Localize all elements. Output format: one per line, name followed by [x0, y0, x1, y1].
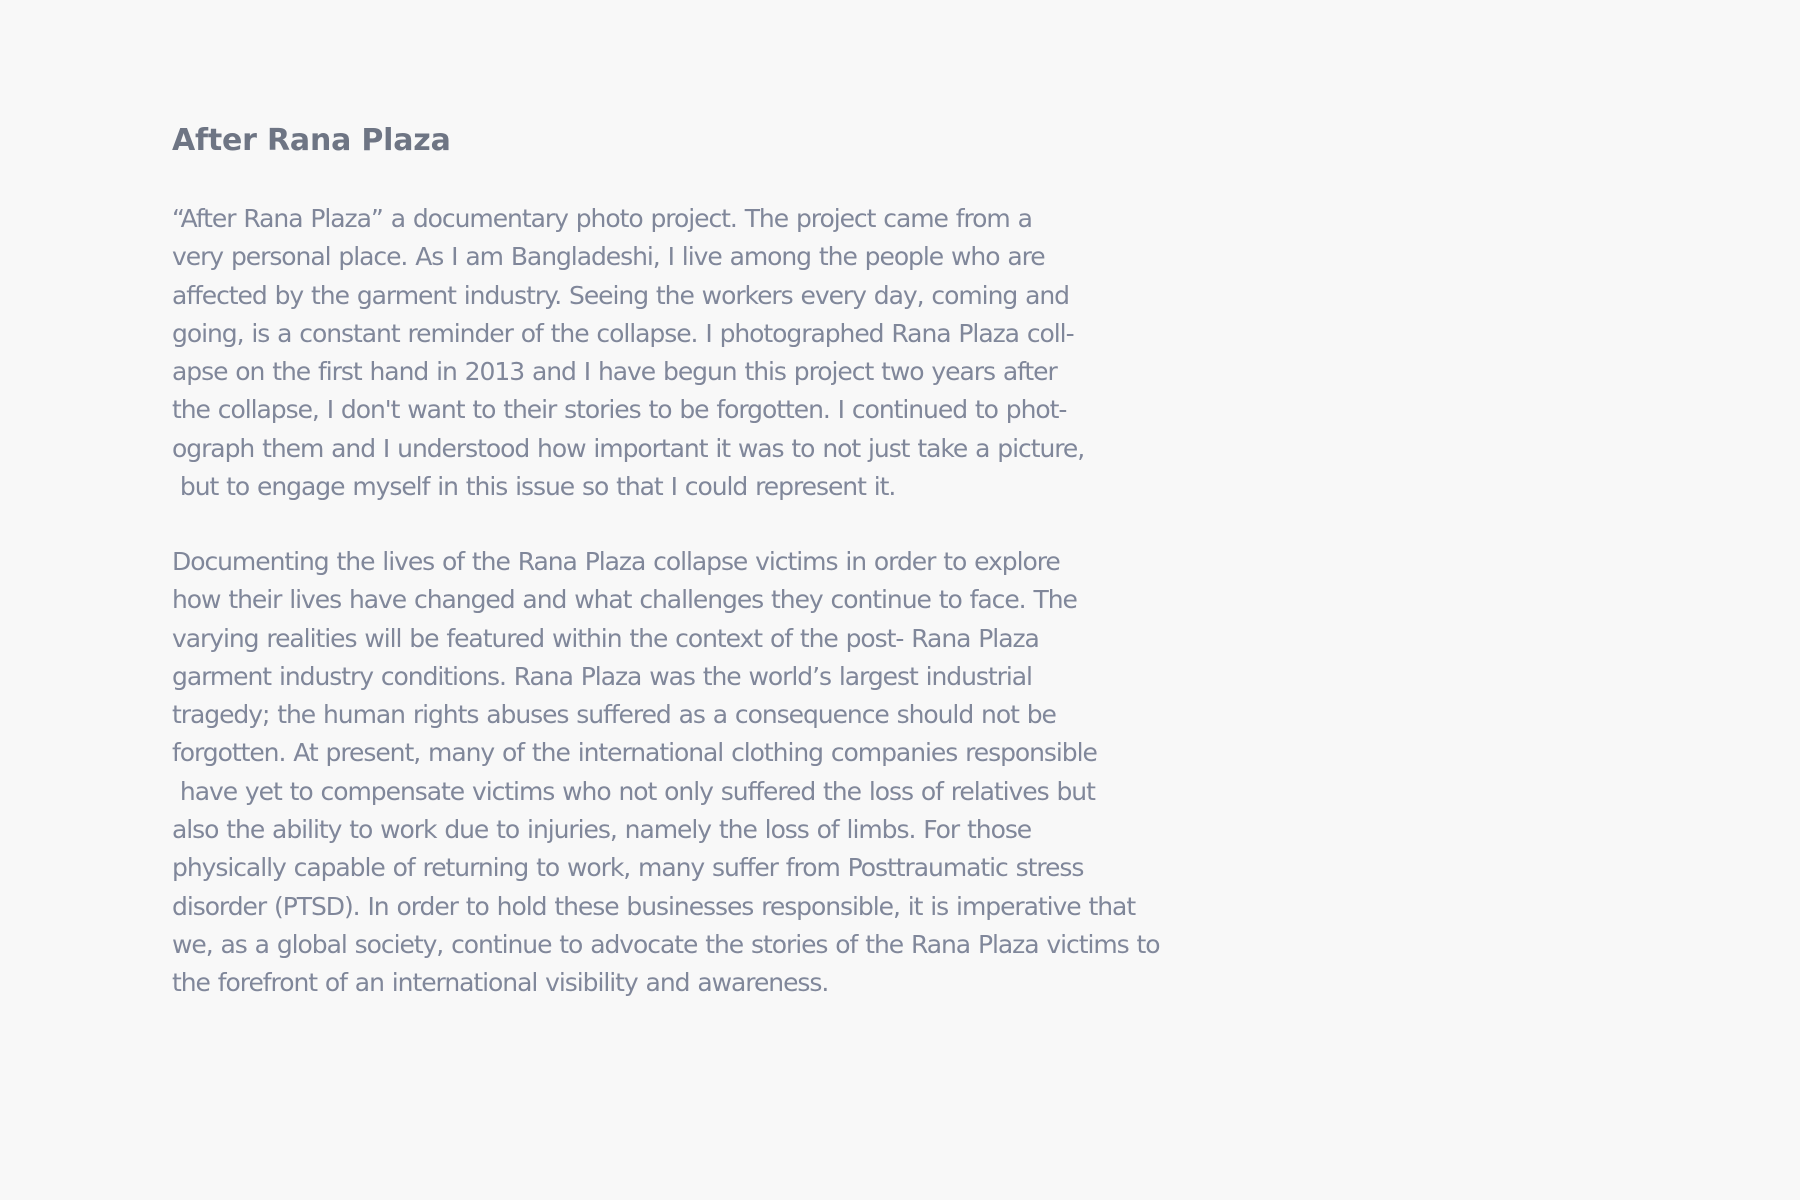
- document-title: After Rana Plaza: [172, 123, 451, 158]
- paragraph-line: ograph them and I understood how important it was to not just take a picture,: [172, 433, 1085, 463]
- paragraph-line: the collapse, I don't want to their stories to be forgotten. I continued to phot-: [172, 395, 1067, 425]
- paragraph-line: how their lives have changed and what challenges they continue to face. The: [172, 585, 1077, 615]
- paragraph-line: have yet to compensate victims who not only suffered the loss of relatives but: [172, 776, 1095, 806]
- paragraph-line: disorder (PTSD). In order to hold these businesses responsible, it is imperative that: [172, 891, 1136, 921]
- paragraph-line: the forefront of an international visibility and awareness.: [172, 968, 829, 998]
- paragraph-line: we, as a global society, continue to advocate the stories of the Rana Plaza victims to: [172, 929, 1160, 959]
- paragraph-line: garment industry conditions. Rana Plaza was the world’s largest industrial: [172, 661, 1032, 691]
- paragraph-intro: [172, 200, 1084, 506]
- paragraph-line: going, is a constant reminder of the collapse. I photographed Rana Plaza coll-: [172, 318, 1074, 348]
- paragraph-line: very personal place. As I am Bangladeshi, I live among the people who are: [172, 242, 1045, 272]
- paragraph-line: physically capable of returning to work, many suffer from Posttraumatic stress: [172, 853, 1084, 883]
- paragraph-line: forgotten. At present, many of the international clothing companies responsible: [172, 738, 1097, 768]
- paragraph-line: also the ability to work due to injuries, namely the loss of limbs. For those: [172, 815, 1032, 845]
- paragraph-line: but to engage myself in this issue so that I could represent it.: [172, 472, 896, 502]
- paragraph-line: “After Rana Plaza” a documentary photo project. The project came from a: [172, 204, 1032, 233]
- paragraph-line: Documenting the lives of the Rana Plaza collapse victims in order to explore: [172, 547, 1060, 576]
- paragraph-line: varying realities will be featured within the context of the post- Rana Plaza: [172, 623, 1039, 653]
- paragraph-line: tragedy; the human rights abuses suffered as a consequence should not be: [172, 700, 1056, 730]
- paragraph-documenting: [172, 543, 1160, 1003]
- paragraph-line: apse on the first hand in 2013 and I have begun this project two years after: [172, 357, 1057, 387]
- paragraph-line: affected by the garment industry. Seeing the workers every day, coming and: [172, 280, 1069, 310]
